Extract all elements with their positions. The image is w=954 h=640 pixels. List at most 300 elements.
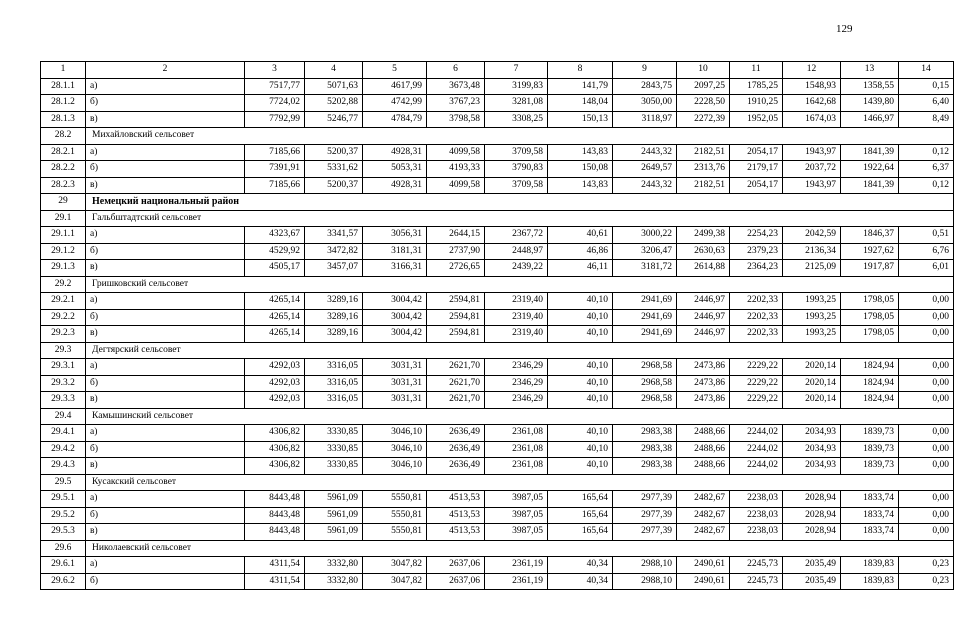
row-code: 29.3.2 [41, 375, 86, 392]
value-cell: 4928,31 [363, 144, 427, 161]
value-cell: 2346,29 [485, 359, 548, 376]
value-cell: 3206,47 [613, 243, 677, 260]
value-cell: 2182,51 [677, 177, 730, 194]
value-cell: 4306,82 [245, 425, 305, 442]
value-cell: 2202,33 [730, 293, 783, 310]
header-cell: 13 [841, 62, 899, 79]
value-cell: 7391,91 [245, 161, 305, 178]
value-cell: 3332,80 [305, 557, 363, 574]
row-variant: в) [86, 260, 245, 277]
value-cell: 2488,66 [677, 458, 730, 475]
row-variant: а) [86, 557, 245, 574]
row-code: 28.2.3 [41, 177, 86, 194]
row-code: 29.4 [41, 408, 86, 425]
value-cell: 143,83 [548, 144, 613, 161]
value-cell: 2621,70 [427, 359, 485, 376]
value-cell: 2238,03 [730, 491, 783, 508]
value-cell: 4505,17 [245, 260, 305, 277]
value-cell: 1922,64 [841, 161, 899, 178]
value-cell: 3046,10 [363, 441, 427, 458]
value-cell: 2473,86 [677, 392, 730, 409]
value-cell: 1910,25 [730, 95, 783, 112]
value-cell: 3289,16 [305, 293, 363, 310]
value-cell: 2035,49 [783, 557, 841, 574]
row-code: 29.1.2 [41, 243, 86, 260]
header-cell: 2 [86, 62, 245, 79]
value-cell: 2319,40 [485, 293, 548, 310]
header-row [41, 62, 954, 79]
group-label: Гришковский сельсовет [86, 276, 954, 293]
row-code: 29.2 [41, 276, 86, 293]
value-cell: 4292,03 [245, 375, 305, 392]
value-cell: 2490,61 [677, 573, 730, 590]
value-cell: 6,37 [899, 161, 954, 178]
value-cell: 3316,05 [305, 359, 363, 376]
value-cell: 4265,14 [245, 326, 305, 343]
value-cell: 6,01 [899, 260, 954, 277]
value-cell: 2482,67 [677, 491, 730, 508]
value-cell: 8,49 [899, 111, 954, 128]
row-variant: б) [86, 573, 245, 590]
group-row [41, 342, 954, 359]
table-row [41, 161, 954, 178]
value-cell: 40,10 [548, 309, 613, 326]
row-variant: а) [86, 227, 245, 244]
value-cell: 2229,22 [730, 359, 783, 376]
row-code: 29.5.1 [41, 491, 86, 508]
row-variant: а) [86, 144, 245, 161]
group-label: Михайловский сельсовет [86, 128, 954, 145]
value-cell: 0,12 [899, 144, 954, 161]
value-cell: 2037,72 [783, 161, 841, 178]
value-cell: 8443,48 [245, 524, 305, 541]
value-cell: 2490,61 [677, 557, 730, 574]
value-cell: 2035,49 [783, 573, 841, 590]
value-cell: 3709,58 [485, 144, 548, 161]
value-cell: 3330,85 [305, 458, 363, 475]
row-code: 29.6.1 [41, 557, 86, 574]
value-cell: 165,64 [548, 524, 613, 541]
value-cell: 1841,39 [841, 144, 899, 161]
table-row [41, 557, 954, 574]
value-cell: 5200,37 [305, 144, 363, 161]
value-cell: 1943,97 [783, 144, 841, 161]
value-cell: 2446,97 [677, 326, 730, 343]
row-code: 29 [41, 194, 86, 211]
row-code: 28.1.2 [41, 95, 86, 112]
value-cell: 3673,48 [427, 78, 485, 95]
value-cell: 2361,08 [485, 425, 548, 442]
value-cell: 4311,54 [245, 573, 305, 590]
table-row [41, 392, 954, 409]
table-row [41, 507, 954, 524]
value-cell: 2630,63 [677, 243, 730, 260]
table-row [41, 260, 954, 277]
row-variant: б) [86, 441, 245, 458]
value-cell: 143,83 [548, 177, 613, 194]
value-cell: 0,51 [899, 227, 954, 244]
value-cell: 46,86 [548, 243, 613, 260]
value-cell: 1466,97 [841, 111, 899, 128]
value-cell: 46,11 [548, 260, 613, 277]
value-cell: 0,00 [899, 309, 954, 326]
value-cell: 2737,90 [427, 243, 485, 260]
value-cell: 2238,03 [730, 524, 783, 541]
value-cell: 2054,17 [730, 177, 783, 194]
value-cell: 5550,81 [363, 524, 427, 541]
row-code: 29.5.2 [41, 507, 86, 524]
row-code: 29.3.1 [41, 359, 86, 376]
row-code: 29.2.2 [41, 309, 86, 326]
value-cell: 3709,58 [485, 177, 548, 194]
value-cell: 2621,70 [427, 392, 485, 409]
value-cell: 3767,23 [427, 95, 485, 112]
value-cell: 2272,39 [677, 111, 730, 128]
region-label: Немецкий национальный район [86, 194, 954, 211]
value-cell: 3031,31 [363, 359, 427, 376]
value-cell: 3330,85 [305, 425, 363, 442]
value-cell: 2726,65 [427, 260, 485, 277]
value-cell: 2988,10 [613, 573, 677, 590]
value-cell: 3031,31 [363, 375, 427, 392]
value-cell: 2379,23 [730, 243, 783, 260]
value-cell: 3790,83 [485, 161, 548, 178]
row-code: 28.1.3 [41, 111, 86, 128]
value-cell: 1993,25 [783, 309, 841, 326]
value-cell: 40,10 [548, 375, 613, 392]
value-cell: 4311,54 [245, 557, 305, 574]
value-cell: 1943,97 [783, 177, 841, 194]
value-cell: 2499,38 [677, 227, 730, 244]
value-cell: 2228,50 [677, 95, 730, 112]
value-cell: 1798,05 [841, 293, 899, 310]
value-cell: 1358,55 [841, 78, 899, 95]
value-cell: 1824,94 [841, 359, 899, 376]
row-code: 28.2.2 [41, 161, 86, 178]
header-cell: 5 [363, 62, 427, 79]
header-cell: 10 [677, 62, 730, 79]
header-cell: 11 [730, 62, 783, 79]
value-cell: 3000,22 [613, 227, 677, 244]
value-cell: 2229,22 [730, 375, 783, 392]
table-row [41, 309, 954, 326]
value-cell: 2361,19 [485, 557, 548, 574]
value-cell: 1833,74 [841, 524, 899, 541]
value-cell: 3316,05 [305, 375, 363, 392]
value-cell: 3056,31 [363, 227, 427, 244]
row-variant: в) [86, 524, 245, 541]
value-cell: 2028,94 [783, 507, 841, 524]
value-cell: 2034,93 [783, 441, 841, 458]
value-cell: 2637,06 [427, 557, 485, 574]
value-cell: 3046,10 [363, 458, 427, 475]
value-cell: 2238,03 [730, 507, 783, 524]
group-row [41, 276, 954, 293]
table-row [41, 491, 954, 508]
value-cell: 7517,77 [245, 78, 305, 95]
row-code: 29.2.1 [41, 293, 86, 310]
table-body [41, 62, 954, 590]
value-cell: 1841,39 [841, 177, 899, 194]
value-cell: 1993,25 [783, 326, 841, 343]
value-cell: 2636,49 [427, 441, 485, 458]
header-cell: 14 [899, 62, 954, 79]
value-cell: 2346,29 [485, 392, 548, 409]
row-variant: б) [86, 243, 245, 260]
value-cell: 2977,39 [613, 507, 677, 524]
value-cell: 5246,77 [305, 111, 363, 128]
value-cell: 1839,73 [841, 425, 899, 442]
value-cell: 1993,25 [783, 293, 841, 310]
value-cell: 40,34 [548, 557, 613, 574]
value-cell: 3181,31 [363, 243, 427, 260]
table-row [41, 458, 954, 475]
row-code: 29.4.3 [41, 458, 86, 475]
value-cell: 2448,97 [485, 243, 548, 260]
group-row [41, 474, 954, 491]
row-code: 29.4.1 [41, 425, 86, 442]
row-code: 29.5 [41, 474, 86, 491]
value-cell: 0,00 [899, 392, 954, 409]
value-cell: 3308,25 [485, 111, 548, 128]
value-cell: 2028,94 [783, 491, 841, 508]
value-cell: 2473,86 [677, 359, 730, 376]
value-cell: 2594,81 [427, 326, 485, 343]
value-cell: 0,00 [899, 458, 954, 475]
value-cell: 3047,82 [363, 557, 427, 574]
value-cell: 3004,42 [363, 326, 427, 343]
row-code: 29.1.1 [41, 227, 86, 244]
value-cell: 1839,83 [841, 573, 899, 590]
value-cell: 3118,97 [613, 111, 677, 128]
value-cell: 3987,05 [485, 524, 548, 541]
value-cell: 0,00 [899, 375, 954, 392]
value-cell: 1824,94 [841, 392, 899, 409]
row-code: 29.4.2 [41, 441, 86, 458]
value-cell: 4292,03 [245, 359, 305, 376]
value-cell: 2488,66 [677, 441, 730, 458]
row-code: 28.1.1 [41, 78, 86, 95]
row-variant: а) [86, 425, 245, 442]
value-cell: 2649,57 [613, 161, 677, 178]
table-row [41, 111, 954, 128]
value-cell: 7185,66 [245, 177, 305, 194]
value-cell: 4193,33 [427, 161, 485, 178]
table-row [41, 78, 954, 95]
value-cell: 2977,39 [613, 491, 677, 508]
region-row [41, 194, 954, 211]
value-cell: 2254,23 [730, 227, 783, 244]
value-cell: 2968,58 [613, 392, 677, 409]
value-cell: 165,64 [548, 491, 613, 508]
header-cell: 8 [548, 62, 613, 79]
value-cell: 2594,81 [427, 309, 485, 326]
value-cell: 7792,99 [245, 111, 305, 128]
value-cell: 8443,48 [245, 507, 305, 524]
row-code: 29.3 [41, 342, 86, 359]
value-cell: 4513,53 [427, 524, 485, 541]
table-row [41, 425, 954, 442]
value-cell: 2364,23 [730, 260, 783, 277]
row-variant: а) [86, 293, 245, 310]
header-cell: 7 [485, 62, 548, 79]
value-cell: 2473,86 [677, 375, 730, 392]
value-cell: 2319,40 [485, 326, 548, 343]
value-cell: 5550,81 [363, 491, 427, 508]
value-cell: 5053,31 [363, 161, 427, 178]
table-row [41, 375, 954, 392]
value-cell: 4928,31 [363, 177, 427, 194]
row-variant: б) [86, 161, 245, 178]
value-cell: 2621,70 [427, 375, 485, 392]
value-cell: 8443,48 [245, 491, 305, 508]
row-code: 29.5.3 [41, 524, 86, 541]
value-cell: 3332,80 [305, 573, 363, 590]
value-cell: 4099,58 [427, 177, 485, 194]
value-cell: 3341,57 [305, 227, 363, 244]
value-cell: 0,00 [899, 524, 954, 541]
value-cell: 2245,73 [730, 557, 783, 574]
value-cell: 3472,82 [305, 243, 363, 260]
table-row [41, 326, 954, 343]
value-cell: 1839,83 [841, 557, 899, 574]
value-cell: 0,00 [899, 425, 954, 442]
value-cell: 40,10 [548, 458, 613, 475]
value-cell: 2983,38 [613, 441, 677, 458]
value-cell: 4784,79 [363, 111, 427, 128]
value-cell: 6,40 [899, 95, 954, 112]
value-cell: 3199,83 [485, 78, 548, 95]
table-row [41, 243, 954, 260]
value-cell: 4265,14 [245, 309, 305, 326]
value-cell: 5331,62 [305, 161, 363, 178]
value-cell: 1642,68 [783, 95, 841, 112]
value-cell: 2244,02 [730, 425, 783, 442]
table-row [41, 573, 954, 590]
value-cell: 3289,16 [305, 309, 363, 326]
value-cell: 2182,51 [677, 144, 730, 161]
value-cell: 2482,67 [677, 524, 730, 541]
value-cell: 0,23 [899, 557, 954, 574]
value-cell: 3181,72 [613, 260, 677, 277]
value-cell: 2594,81 [427, 293, 485, 310]
group-label: Кусакский сельсовет [86, 474, 954, 491]
value-cell: 0,00 [899, 359, 954, 376]
value-cell: 1846,37 [841, 227, 899, 244]
group-label: Дегтярский сельсовет [86, 342, 954, 359]
row-code: 28.2.1 [41, 144, 86, 161]
value-cell: 5550,81 [363, 507, 427, 524]
value-cell: 2636,49 [427, 458, 485, 475]
value-cell: 0,12 [899, 177, 954, 194]
value-cell: 1917,87 [841, 260, 899, 277]
value-cell: 3004,42 [363, 309, 427, 326]
group-label: Николаевский сельсовет [86, 540, 954, 557]
row-code: 28.2 [41, 128, 86, 145]
value-cell: 2637,06 [427, 573, 485, 590]
group-row [41, 540, 954, 557]
value-cell: 3046,10 [363, 425, 427, 442]
value-cell: 2042,59 [783, 227, 841, 244]
value-cell: 2968,58 [613, 359, 677, 376]
value-cell: 4742,99 [363, 95, 427, 112]
value-cell: 2439,22 [485, 260, 548, 277]
value-cell: 2054,17 [730, 144, 783, 161]
row-variant: б) [86, 95, 245, 112]
row-code: 29.6 [41, 540, 86, 557]
value-cell: 4529,92 [245, 243, 305, 260]
value-cell: 4306,82 [245, 441, 305, 458]
row-code: 29.6.2 [41, 573, 86, 590]
value-cell: 3798,58 [427, 111, 485, 128]
value-cell: 2020,14 [783, 375, 841, 392]
value-cell: 141,79 [548, 78, 613, 95]
table-row [41, 441, 954, 458]
value-cell: 7724,02 [245, 95, 305, 112]
value-cell: 2202,33 [730, 326, 783, 343]
table-row [41, 227, 954, 244]
row-variant: в) [86, 111, 245, 128]
value-cell: 3289,16 [305, 326, 363, 343]
table-row [41, 524, 954, 541]
value-cell: 2446,97 [677, 293, 730, 310]
row-variant: а) [86, 359, 245, 376]
row-code: 29.1.3 [41, 260, 86, 277]
value-cell: 2202,33 [730, 309, 783, 326]
header-cell: 6 [427, 62, 485, 79]
value-cell: 2941,69 [613, 326, 677, 343]
value-cell: 4265,14 [245, 293, 305, 310]
value-cell: 0,15 [899, 78, 954, 95]
value-cell: 7185,66 [245, 144, 305, 161]
value-cell: 2614,88 [677, 260, 730, 277]
value-cell: 150,13 [548, 111, 613, 128]
value-cell: 1824,94 [841, 375, 899, 392]
row-variant: в) [86, 177, 245, 194]
value-cell: 3330,85 [305, 441, 363, 458]
value-cell: 2983,38 [613, 425, 677, 442]
table-row [41, 359, 954, 376]
value-cell: 2136,34 [783, 243, 841, 260]
page-number: 129 [836, 23, 853, 35]
row-variant: б) [86, 309, 245, 326]
row-variant: в) [86, 458, 245, 475]
value-cell: 1833,74 [841, 491, 899, 508]
value-cell: 2313,76 [677, 161, 730, 178]
value-cell: 2941,69 [613, 293, 677, 310]
value-cell: 40,10 [548, 425, 613, 442]
group-row [41, 408, 954, 425]
value-cell: 2367,72 [485, 227, 548, 244]
value-cell: 3047,82 [363, 573, 427, 590]
value-cell: 4292,03 [245, 392, 305, 409]
value-cell: 2346,29 [485, 375, 548, 392]
value-cell: 2983,38 [613, 458, 677, 475]
value-cell: 0,00 [899, 326, 954, 343]
value-cell: 3031,31 [363, 392, 427, 409]
value-cell: 2968,58 [613, 375, 677, 392]
value-cell: 3316,05 [305, 392, 363, 409]
header-cell: 9 [613, 62, 677, 79]
value-cell: 2028,94 [783, 524, 841, 541]
value-cell: 2229,22 [730, 392, 783, 409]
header-cell: 3 [245, 62, 305, 79]
value-cell: 0,00 [899, 491, 954, 508]
header-cell: 4 [305, 62, 363, 79]
group-label: Гальбштадтский сельсовет [86, 210, 954, 227]
row-code: 29.2.3 [41, 326, 86, 343]
table-row [41, 95, 954, 112]
